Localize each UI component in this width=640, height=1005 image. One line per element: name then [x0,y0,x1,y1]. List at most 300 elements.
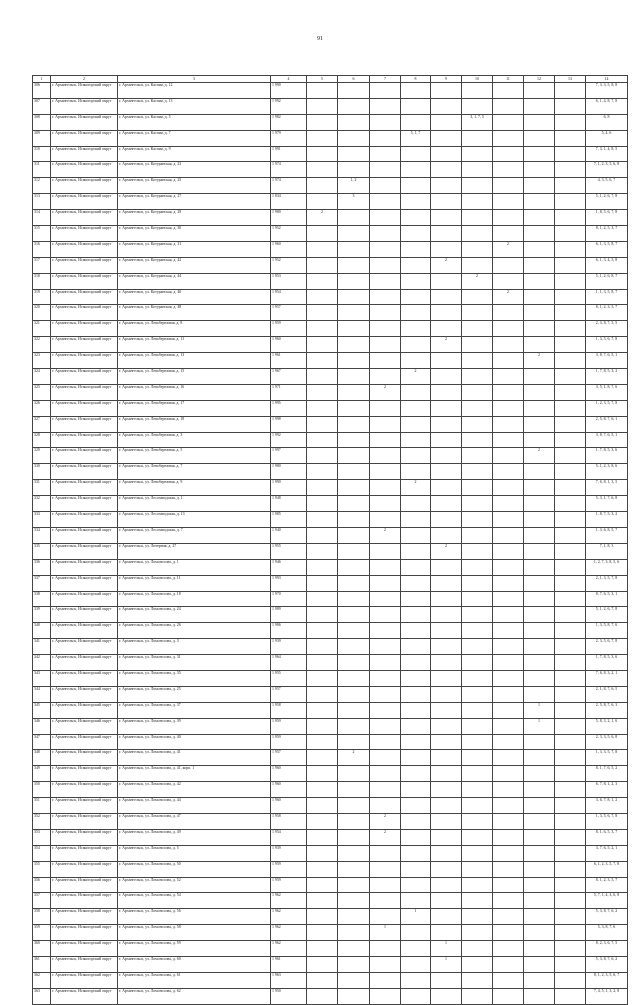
col-10-cell [462,813,493,829]
col-8-cell [401,241,431,257]
col-10-cell [462,956,493,972]
col-7-cell [370,623,401,639]
col-11-cell [493,432,524,448]
col-5-cell [307,496,338,512]
address-cell: г. Архангельск, ул. Ломоносова, д. 49 [118,829,271,845]
row-number-cell: 309 [33,130,51,146]
col-10-cell [462,591,493,607]
col-11-cell [493,527,524,543]
address-cell: г. Архангельск, ул. Ломоносова, д. 62 [118,988,271,1004]
row-number-cell: 320 [33,305,51,321]
col-14-cell: 5, 1, 2, 6, 7, 8 [586,607,628,623]
col-8-cell: 1 [401,909,431,925]
col-9-cell [431,734,462,750]
col-11-cell [493,559,524,575]
col-12-cell [524,750,555,766]
col-10-cell [462,289,493,305]
col-5-cell [307,559,338,575]
col-14-cell: 5, 8, 3, 2, 1, 6 [586,718,628,734]
table-row [33,845,628,861]
col-13-cell [555,861,586,877]
col-14-cell: 2, 1, 8, 7, 6, 5 [586,686,628,702]
table-row [33,623,628,639]
col-9-cell [431,909,462,925]
col-10-cell [462,527,493,543]
settlement-cell: г. Архангельск, Исакогорский округ [51,559,118,575]
year-built-cell: 1 962 [271,941,307,957]
col-6-cell [338,559,370,575]
table-row [33,972,628,988]
col-10-cell [462,718,493,734]
col-9-cell [431,146,462,162]
settlement-cell: г. Архангельск, Исакогорский округ [51,98,118,114]
col-11-cell [493,988,524,1004]
col-6-cell [338,718,370,734]
col-6-cell [338,575,370,591]
year-built-cell: 1 834 [271,194,307,210]
table-row [33,543,628,559]
year-built-cell: 1 991 [271,146,307,162]
table-row [33,305,628,321]
col-6-cell [338,909,370,925]
col-13-cell [555,98,586,114]
settlement-cell: г. Архангельск, Исакогорский округ [51,734,118,750]
col-6-cell [338,829,370,845]
address-cell: г. Архангельск, ул. Котуранская, д. 48 [118,305,271,321]
col-11-cell [493,178,524,194]
year-built-cell: 1 946 [271,559,307,575]
col-6-cell [338,464,370,480]
row-number-cell: 324 [33,369,51,385]
col-13-cell [555,909,586,925]
col-14-cell: 3, 6, 7, 8, 1, 2 [586,798,628,814]
col-8-cell [401,559,431,575]
col-11-cell [493,464,524,480]
row-number-cell: 350 [33,782,51,798]
col-6-cell [338,257,370,273]
col-5-cell [307,226,338,242]
col-7-cell [370,464,401,480]
col-12-cell [524,178,555,194]
address-cell: г. Архангельск, ул. Левобережная, д. 18 [118,416,271,432]
settlement-cell: г. Архангельск, Исакогорский округ [51,400,118,416]
col-10-cell [462,146,493,162]
col-8-cell [401,813,431,829]
col-10-cell [462,988,493,1004]
settlement-cell: г. Архангельск, Исакогорский округ [51,289,118,305]
col-10-cell: 3, 1, 7, 5 [462,114,493,130]
col-5-cell [307,321,338,337]
address-cell: г. Архангельск, ул. Ломоносова, д. 35 [118,670,271,686]
col-11-cell [493,845,524,861]
col-9-cell [431,321,462,337]
address-cell: г. Архангельск, ул. Ломоносова, д. 39 [118,718,271,734]
col-5-cell [307,353,338,369]
col-14-cell: 7, 3, 1, 4, 8, 5 [586,146,628,162]
col-9-cell: 2 [431,543,462,559]
year-built-cell: 1 974 [271,178,307,194]
address-cell: г. Архангельск, ул. Левобережная, д. 7 [118,464,271,480]
col-14-cell: 2, 3, 5, 6, 7, 8 [586,639,628,655]
row-number-cell: 354 [33,845,51,861]
settlement-cell: г. Архангельск, Исакогорский округ [51,305,118,321]
col-14-cell: 8, 1, 2, 3, 5, 7 [586,877,628,893]
col-8-cell [401,750,431,766]
col-12-cell [524,194,555,210]
year-built-cell: 1 961 [271,956,307,972]
col-12-cell: 2 [524,353,555,369]
year-built-cell: 1 962 [271,893,307,909]
table-row [33,273,628,289]
col-12-cell [524,289,555,305]
col-13-cell [555,273,586,289]
col-8-cell [401,448,431,464]
col-11-cell [493,909,524,925]
col-10-cell [462,98,493,114]
col-5-cell [307,750,338,766]
address-cell: г. Архангельск, ул. Котуранская, д. 30 [118,226,271,242]
col-14-cell: 5, 1, 2, 3, 8, 6 [586,464,628,480]
col-10-cell [462,941,493,957]
table-row [33,480,628,496]
column-header-7: 7 [370,76,401,83]
row-number-cell: 327 [33,416,51,432]
col-12-cell [524,369,555,385]
col-5-cell [307,639,338,655]
col-9-cell [431,575,462,591]
settlement-cell: г. Архангельск, Исакогорский округ [51,512,118,528]
col-9-cell [431,813,462,829]
year-built-cell: 1 939 [271,845,307,861]
col-12-cell [524,130,555,146]
col-14-cell: 1, 7, 8, 5, 3, 6 [586,655,628,671]
col-8-cell [401,655,431,671]
col-10-cell [462,623,493,639]
col-7-cell [370,956,401,972]
col-9-cell [431,194,462,210]
year-built-cell: 1 958 [271,702,307,718]
address-cell: г. Архангельск, ул. Ломоносова, д. 44 [118,798,271,814]
col-7-cell [370,432,401,448]
col-7-cell [370,559,401,575]
row-number-cell: 348 [33,750,51,766]
col-9-cell [431,702,462,718]
col-6-cell [338,305,370,321]
col-7-cell [370,750,401,766]
col-9-cell [431,130,462,146]
col-7-cell [370,893,401,909]
col-11-cell: 2 [493,289,524,305]
col-5-cell [307,670,338,686]
col-14-cell: 8, 7, 6, 5, 3, 1 [586,591,628,607]
row-number-cell: 314 [33,210,51,226]
settlement-cell: г. Архангельск, Исакогорский округ [51,480,118,496]
address-cell: г. Архангельск, ул. Ломоносова, д. 42 [118,782,271,798]
year-built-cell: 1 982 [271,114,307,130]
year-built-cell: 1 954 [271,289,307,305]
col-5-cell [307,972,338,988]
col-14-cell: 1, 2, 7, 3, 8, 5, 6 [586,559,628,575]
table-row [33,527,628,543]
settlement-cell: г. Архангельск, Исакогорский округ [51,162,118,178]
settlement-cell: г. Архангельск, Исакогорский округ [51,114,118,130]
settlement-cell: г. Архангельск, Исакогорский округ [51,956,118,972]
address-cell: г. Архангельск, ул. Каспия, д. 12 [118,83,271,99]
col-9-cell [431,448,462,464]
col-11-cell [493,369,524,385]
col-13-cell [555,400,586,416]
col-11-cell [493,210,524,226]
address-cell: г. Архангельск, ул. Ломоносова, д. 11 [118,575,271,591]
col-5-cell [307,718,338,734]
col-10-cell [462,432,493,448]
col-12-cell: 1 [524,718,555,734]
col-13-cell [555,734,586,750]
col-7-cell [370,591,401,607]
row-number-cell: 322 [33,337,51,353]
col-7-cell [370,702,401,718]
col-13-cell [555,813,586,829]
address-cell: г. Архангельск, ул. Ломоносова, д. 40 [118,734,271,750]
col-5-cell [307,623,338,639]
address-cell: г. Архангельск, ул. Котуранская, д. 46 [118,289,271,305]
table-row [33,813,628,829]
settlement-cell: г. Архангельск, Исакогорский округ [51,432,118,448]
col-12-cell [524,972,555,988]
table-row [33,702,628,718]
col-7-cell [370,543,401,559]
table-row [33,321,628,337]
settlement-cell: г. Архангельск, Исакогорский округ [51,543,118,559]
col-6-cell [338,591,370,607]
year-built-cell: 1 970 [271,591,307,607]
col-5-cell [307,400,338,416]
col-5-cell [307,607,338,623]
col-11-cell [493,146,524,162]
address-cell: г. Архангельск, ул. Котуранская, д. 31 [118,241,271,257]
settlement-cell: г. Архангельск, Исакогорский округ [51,829,118,845]
col-13-cell [555,114,586,130]
table-row [33,670,628,686]
col-7-cell [370,178,401,194]
column-header-10: 10 [462,76,493,83]
year-built-cell: 1 989 [271,607,307,623]
col-14-cell: 7, 1, 2, 3, 5, 6, 8 [586,162,628,178]
settlement-cell: г. Архангельск, Исакогорский округ [51,464,118,480]
col-8-cell [401,114,431,130]
settlement-cell: г. Архангельск, Исакогорский округ [51,750,118,766]
col-5-cell [307,686,338,702]
col-5-cell [307,480,338,496]
col-11-cell [493,257,524,273]
col-7-cell [370,98,401,114]
year-built-cell: 1 950 [271,988,307,1004]
col-6-cell [338,988,370,1004]
col-5-cell [307,734,338,750]
col-12-cell [524,893,555,909]
col-8-cell [401,734,431,750]
col-8-cell [401,83,431,99]
col-5-cell [307,893,338,909]
col-14-cell: 5, 3, 8, 7, 6, 2 [586,909,628,925]
address-cell: г. Архангельск, ул. Ломоносова, д. 3 [118,639,271,655]
year-built-cell: 1 957 [271,750,307,766]
col-9-cell [431,527,462,543]
col-10-cell [462,130,493,146]
col-9-cell [431,496,462,512]
col-5-cell [307,591,338,607]
address-cell: г. Архангельск, ул. Ломоносова, д. 41, корп. 1 [118,766,271,782]
col-8-cell [401,845,431,861]
table-row [33,893,628,909]
settlement-cell: г. Архангельск, Исакогорский округ [51,575,118,591]
year-built-cell: 1 997 [271,448,307,464]
col-14-cell: 5, 7, 1, 4, 3, 6, 8 [586,893,628,909]
row-number-cell: 338 [33,591,51,607]
register-table [32,75,628,1005]
col-12-cell [524,257,555,273]
settlement-cell: г. Архангельск, Исакогорский округ [51,384,118,400]
row-number-cell: 318 [33,273,51,289]
col-13-cell [555,829,586,845]
col-12-cell [524,114,555,130]
settlement-cell: г. Архангельск, Исакогорский округ [51,670,118,686]
row-number-cell: 359 [33,925,51,941]
settlement-cell: г. Архангельск, Исакогорский округ [51,146,118,162]
col-9-cell [431,893,462,909]
col-12-cell [524,956,555,972]
col-5-cell [307,289,338,305]
address-cell: г. Архангельск, ул. Ломоносова, д. 56 [118,909,271,925]
col-6-cell [338,623,370,639]
col-9-cell [431,861,462,877]
col-8-cell [401,686,431,702]
col-7-cell [370,909,401,925]
table-row [33,798,628,814]
address-cell: г. Архангельск, ул. Ломоносова, д. 31 [118,655,271,671]
col-12-cell [524,639,555,655]
col-9-cell: 2 [431,257,462,273]
address-cell: г. Архангельск, ул. Котуранская, д. 42 [118,257,271,273]
address-cell: г. Архангельск, ул. Лесозаводская, д. 7 [118,527,271,543]
col-12-cell: 2 [524,448,555,464]
col-9-cell [431,369,462,385]
col-14-cell: 4, 3, 5, 6, 7 [586,178,628,194]
col-14-cell: 7, 3, 3, 5, 8, 8 [586,83,628,99]
col-5-cell [307,337,338,353]
settlement-cell: г. Архангельск, Исакогорский округ [51,686,118,702]
col-6-cell: 1, 2 [338,178,370,194]
row-number-cell: 316 [33,241,51,257]
col-10-cell [462,782,493,798]
year-built-cell: 1 953 [271,273,307,289]
col-6-cell [338,273,370,289]
col-6-cell [338,798,370,814]
col-5-cell [307,114,338,130]
col-13-cell [555,988,586,1004]
settlement-cell: г. Архангельск, Исакогорский округ [51,130,118,146]
year-built-cell: 1 962 [271,909,307,925]
table-row [33,829,628,845]
col-9-cell: 1 [431,956,462,972]
col-5-cell [307,575,338,591]
address-cell: г. Архангельск, ул. Левобережная, д. 3 [118,432,271,448]
col-12-cell [524,877,555,893]
col-7-cell [370,877,401,893]
year-built-cell: 1 960 [271,798,307,814]
year-built-cell: 1 961 [271,353,307,369]
col-14-cell: 6, 8 [586,114,628,130]
column-header-4: 4 [271,76,307,83]
col-8-cell [401,273,431,289]
settlement-cell: г. Архангельск, Исакогорский округ [51,337,118,353]
col-5-cell [307,241,338,257]
col-7-cell [370,416,401,432]
col-12-cell [524,162,555,178]
col-11-cell [493,686,524,702]
col-7-cell [370,798,401,814]
col-9-cell [431,226,462,242]
year-built-cell: 1 954 [271,829,307,845]
col-8-cell [401,400,431,416]
col-8-cell [401,972,431,988]
col-12-cell [524,464,555,480]
settlement-cell: г. Архангельск, Исакогорский округ [51,798,118,814]
col-6-cell [338,877,370,893]
col-13-cell [555,226,586,242]
col-12-cell [524,146,555,162]
col-10-cell [462,416,493,432]
col-13-cell [555,178,586,194]
settlement-cell: г. Архангельск, Исакогорский округ [51,210,118,226]
col-10-cell [462,734,493,750]
settlement-cell: г. Архангельск, Исакогорский округ [51,353,118,369]
settlement-cell: г. Архангельск, Исакогорский округ [51,813,118,829]
col-12-cell [524,559,555,575]
row-number-cell: 347 [33,734,51,750]
col-14-cell: 5, 4, 6 [586,130,628,146]
col-11-cell [493,655,524,671]
col-14-cell: 2, 5, 8, 7, 6, 1 [586,416,628,432]
page-number: 91 [317,36,323,42]
col-11-cell [493,480,524,496]
col-13-cell [555,448,586,464]
column-header-9: 9 [431,76,462,83]
col-5-cell [307,956,338,972]
col-7-cell [370,241,401,257]
col-11-cell [493,956,524,972]
row-number-cell: 330 [33,464,51,480]
col-8-cell [401,353,431,369]
col-10-cell [462,766,493,782]
col-7-cell [370,321,401,337]
column-header-2: 2 [51,76,118,83]
col-13-cell [555,289,586,305]
col-11-cell [493,512,524,528]
col-14-cell: 7, 6, 8, 1, 3, 5 [586,480,628,496]
col-5-cell [307,798,338,814]
col-6-cell [338,655,370,671]
col-14-cell: 8, 2, 3, 6, 7, 5 [586,941,628,957]
col-7-cell [370,146,401,162]
col-11-cell [493,384,524,400]
table-row [33,416,628,432]
year-built-cell: 1 957 [271,686,307,702]
year-built-cell: 1 952 [271,226,307,242]
column-header-6: 6 [338,76,370,83]
col-7-cell [370,114,401,130]
col-11-cell [493,591,524,607]
